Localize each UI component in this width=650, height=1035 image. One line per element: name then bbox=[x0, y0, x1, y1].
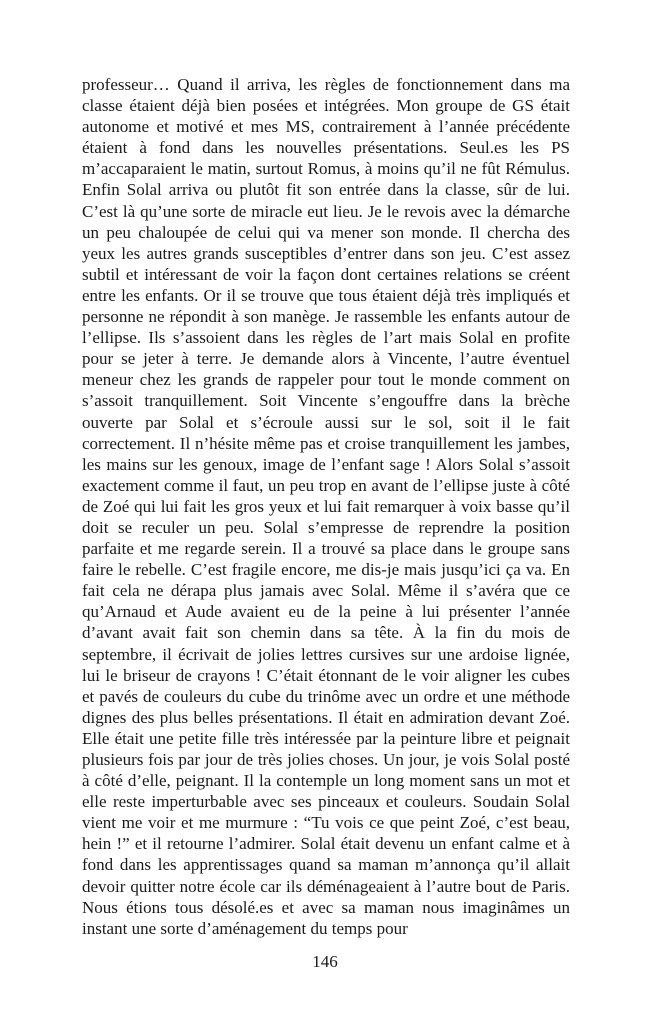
page-number: 146 bbox=[312, 952, 338, 971]
body-paragraph: professeur… Quand il arriva, les règles de fonctionnement dans ma classe étaient déjà bien posées et intégrées. Mon groupe de GS était autonome et motivé et mes MS, contrairement à l’année précédente étaient à fond dans les nouvelles présentations. Seul.es les PS m’accaparaient le matin, surtout Romus, à moins qu’il ne fût Rémulus. Enfin Solal arriva ou plutôt fit son entrée dans la classe, sûr de lui. C’est là qu’une sorte de miracle eut lieu. Je le revois avec la démarche un peu chaloupée de celui qui va mener son monde. Il chercha des yeux les autres grands susceptibles d’entrer dans son jeu. C’est assez subtil et intéressant de voir la façon dont certaines relations se créent entre les enfants. Or il se trouve que tous étaient déjà très impliqués et personne ne répondit à son manège. Je rassemble les enfants autour de l’ellipse. Ils s’assoient dans les règles de l’art mais Solal en profite pour se jeter à terre. Je demande alors à Vincente, l’autre éventuel meneur chez les grands de rappeler pour tout le monde comment on s’assoit tranquillement. Soit Vincente s’engouffre dans la brèche ouverte par Solal et s’écroule aussi sur le sol, soit il le fait correctement. Il n’hésite même pas et croise tranquillement les jambes, les mains sur les genoux, image de l’enfant sage ! Alors Solal s’assoit exactement comme il faut, un peu trop en avant de l’ellipse juste à côté de Zoé qui lui fait les gros yeux et lui fait remarquer à voix basse qu’il doit se reculer un peu. Solal s’empresse de reprendre la position parfaite et me regarde serein. Il a trouvé sa place dans le groupe sans faire le rebelle. C’est fragile encore, me dis-je mais jusqu’ici ça va. En fait cela ne dérapa plus jamais avec Solal. Même il s’avéra que ce qu’Arnaud et Aude avaient eu de la peine à lui présenter l’année d’avant avait fait son chemin dans sa tête. À la fin du mois de septembre, il écrivait de jolies lettres cursives sur une ardoise lignée, lui le briseur de crayons ! C’était étonnant de le voir aligner les cubes et pavés de couleurs du cube du trinôme avec un ordre et une méthode dignes des plus belles présentations. Il était en admiration devant Zoé. Elle était une petite fille très intéressée par la peinture libre et peignait plusieurs fois par jour de très jolies choses. Un jour, je vois Solal posté à côté d’elle, peignant. Il la contemple un long moment sans un mot et elle reste imperturbable avec ses pinceaux et couleurs. Soudain Solal vient me voir et me murmure : “Tu vois ce que peint Zoé, c’est beau, hein !” et il retourne l’admirer. Solal était devenu un enfant calme et à fond dans les apprentissages quand sa maman m’annonça qu’il allait devoir quitter notre école car ils déménageaient à l’autre bout de Paris. Nous étions tous désolé.es et avec sa maman nous imaginâmes un instant une sorte d’aménagement du temps pour bbox=[82, 75, 570, 938]
page-body bbox=[82, 74, 570, 939]
